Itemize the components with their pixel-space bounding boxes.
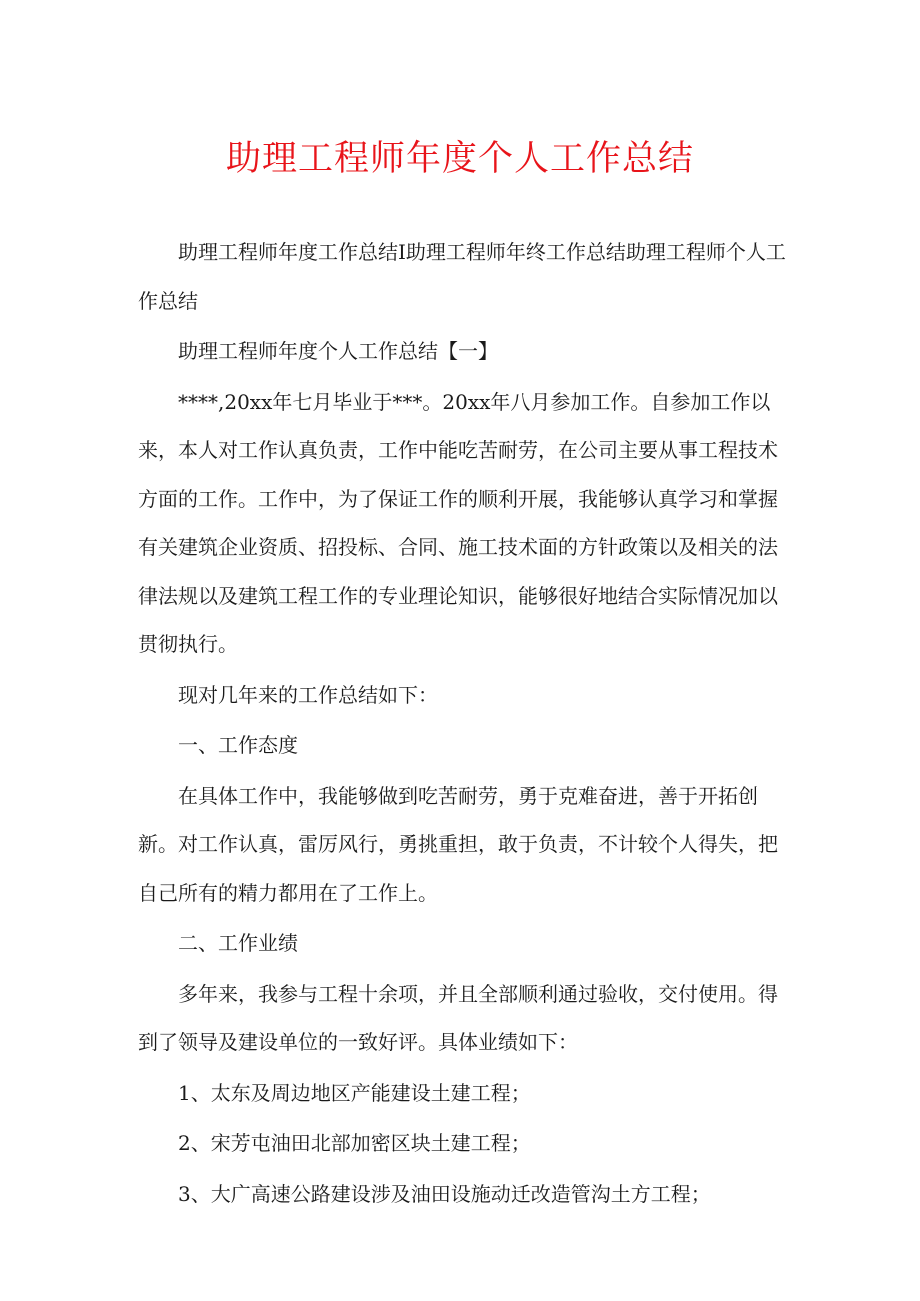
section-heading-achievements: 二、工作业绩 xyxy=(178,931,298,955)
paragraph-intro: 助理工程师年度工作总结I助理工程师年终工作总结助理工程师个人工作总结 xyxy=(138,240,786,313)
section-heading-attitude: 一、工作态度 xyxy=(178,733,298,757)
document-title: 助理工程师年度个人工作总结 xyxy=(225,139,694,179)
list-item: 1、太东及周边地区产能建设土建工程； xyxy=(178,1080,531,1105)
document-body xyxy=(138,228,788,1218)
paragraph-subtitle: 助理工程师年度个人工作总结【一】 xyxy=(178,339,498,363)
paragraph-summary-lead: 现对几年来的工作总结如下： xyxy=(178,682,438,707)
list-item: 3、大广高速公路建设涉及油田设施动迁改造管沟土方工程； xyxy=(178,1181,711,1206)
paragraph-attitude: 在具体工作中，我能够做到吃苦耐劳，勇于克难奋进，善于开拓创新。对工作认真，雷厉风行，勇挑重担，敢于负责，不计较个人得失，把自己所有的精力都用在了工作上。 xyxy=(138,783,778,905)
paragraph-achievements: 多年来，我参与工程十余项，并且全部顺利通过验收，交付使用。得到了领导及建设单位的一致好评。具体业绩如下： xyxy=(138,981,778,1054)
list-item: 2、宋芳屯油田北部加密区块土建工程； xyxy=(178,1131,531,1155)
paragraph-background: ****,20xx年七月毕业于***。20xx年八月参加工作。自参加工作以来，本人对工作认真负责，工作中能吃苦耐劳，在公司主要从事工程技术方面的工作。工作中，为了保证工作的顺利开展，我能够认真学习和掌握有关建筑企业资质、招投标、合同、施工技术面的方针政策以及相关的法律法规以及建筑工程工作的专业理论知识，能够很好地结合实际情况加以贯彻执行。 xyxy=(138,389,778,656)
